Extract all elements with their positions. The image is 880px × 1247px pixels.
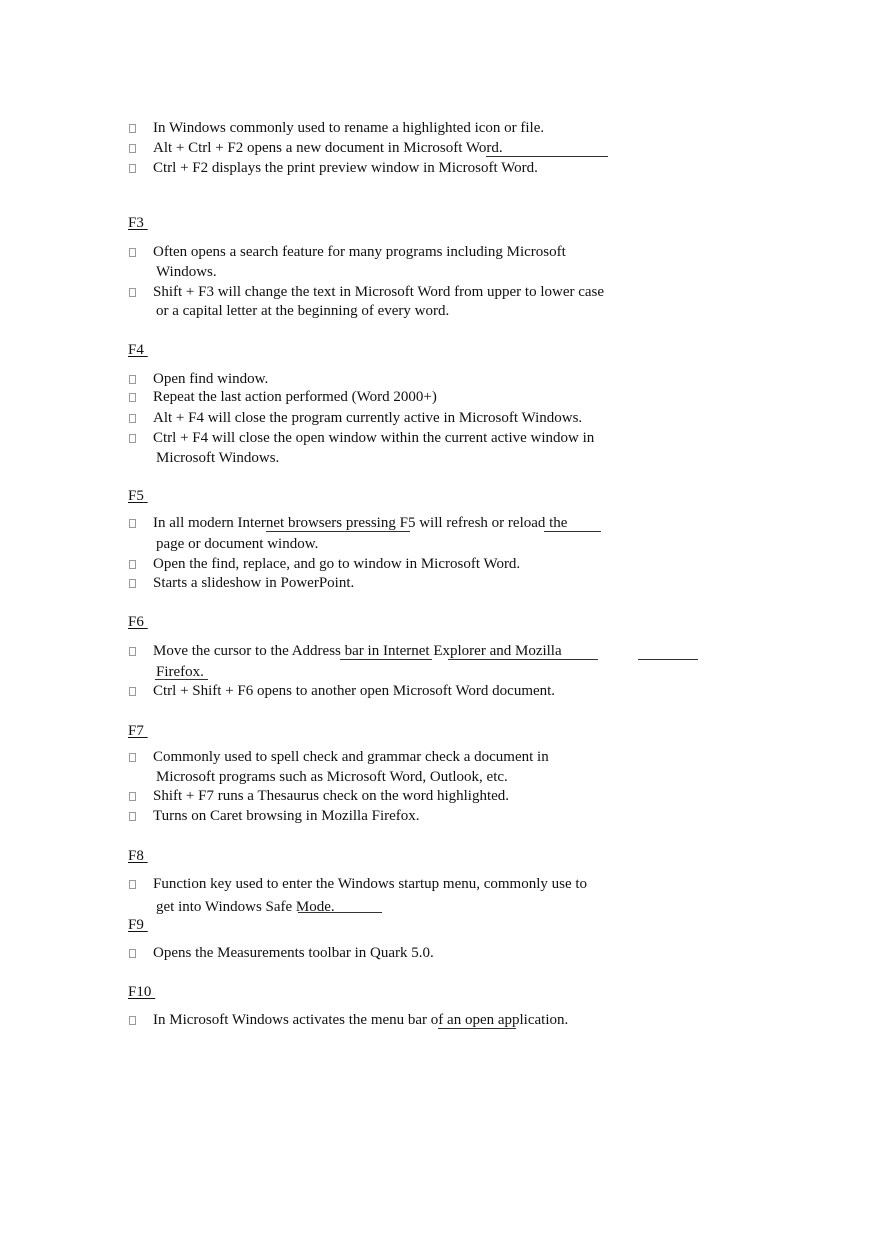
bullet-icon (129, 519, 136, 528)
bullet-icon (129, 248, 136, 257)
bullet-icon (129, 434, 136, 443)
list-item: Alt + Ctrl + F2 opens a new document in Microsoft Word. (153, 140, 503, 156)
list-item: In all modern Internet browsers pressing F5 will refresh or reload the (153, 515, 568, 531)
bullet-icon (129, 949, 136, 958)
list-item: Opens the Measurements toolbar in Quark 5.0. (153, 945, 434, 961)
bullet-icon (129, 812, 136, 821)
bullet-icon (129, 1016, 136, 1025)
bullet-icon (129, 792, 136, 801)
list-item: In Windows commonly used to rename a highlighted icon or file. (153, 120, 545, 136)
bullet-icon (129, 124, 136, 133)
bullet-icon (129, 144, 136, 153)
list-item: Commonly used to spell check and grammar check a document in (153, 749, 549, 765)
underline-rule (298, 912, 382, 913)
list-item-continuation: Windows. (156, 264, 217, 280)
underline-rule (340, 659, 432, 660)
underline-rule (486, 156, 608, 157)
bullet-icon (129, 753, 136, 762)
bullet-icon (129, 579, 136, 588)
section-heading-f9: F9 (128, 917, 144, 933)
bullet-icon (129, 414, 136, 423)
bullet-icon (129, 288, 136, 297)
list-item: Shift + F7 runs a Thesaurus check on the word highlighted. (153, 788, 510, 804)
section-heading-f7: F7 (128, 723, 144, 739)
section-heading-f4: F4 (128, 342, 144, 358)
underline-rule (638, 659, 698, 660)
list-item: Repeat the last action performed (Word 2000+) (153, 389, 437, 405)
list-item: Starts a slideshow in PowerPoint. (153, 575, 355, 591)
bullet-icon (129, 880, 136, 889)
list-item: Function key used to enter the Windows startup menu, commonly use to (153, 876, 588, 892)
underline-rule (448, 659, 598, 660)
section-heading-f6: F6 (128, 614, 144, 630)
list-item-continuation: Firefox. (156, 664, 204, 680)
list-item: Open find window. (153, 371, 269, 387)
bullet-icon (129, 560, 136, 569)
list-item: Alt + F4 will close the program currently active in Microsoft Windows. (153, 410, 583, 426)
bullet-icon (129, 375, 136, 384)
underline-rule (438, 1028, 516, 1029)
list-item: In Microsoft Windows activates the menu bar of an open application. (153, 1012, 569, 1028)
list-item: Shift + F3 will change the text in Microsoft Word from upper to lower case (153, 284, 605, 300)
underline-rule (544, 531, 601, 532)
section-heading-f3: F3 (128, 215, 144, 231)
list-item: Move the cursor to the Address bar in Internet Explorer and Mozilla (153, 643, 562, 659)
bullet-icon (129, 647, 136, 656)
list-item: Ctrl + F4 will close the open window within the current active window in (153, 430, 595, 446)
list-item: Often opens a search feature for many programs including Microsoft (153, 244, 566, 260)
section-heading-f10: F10 (128, 984, 152, 1000)
underline-rule (266, 531, 410, 532)
list-item-continuation: get into Windows Safe Mode. (156, 899, 335, 915)
underline-rule (155, 679, 208, 680)
list-item: Open the find, replace, and go to window in Microsoft Word. (153, 556, 521, 572)
list-item-continuation: Microsoft programs such as Microsoft Word, Outlook, etc. (156, 769, 508, 785)
list-item-continuation: or a capital letter at the beginning of every word. (156, 303, 450, 319)
bullet-icon (129, 164, 136, 173)
list-item: Turns on Caret browsing in Mozilla Firefox. (153, 808, 420, 824)
list-item-continuation: Microsoft Windows. (156, 450, 280, 466)
bullet-icon (129, 687, 136, 696)
bullet-icon (129, 393, 136, 402)
list-item-continuation: page or document window. (156, 536, 319, 552)
list-item: Ctrl + Shift + F6 opens to another open Microsoft Word document. (153, 683, 556, 699)
list-item: Ctrl + F2 displays the print preview window in Microsoft Word. (153, 160, 538, 176)
section-heading-f5: F5 (128, 488, 144, 504)
section-heading-f8: F8 (128, 848, 144, 864)
